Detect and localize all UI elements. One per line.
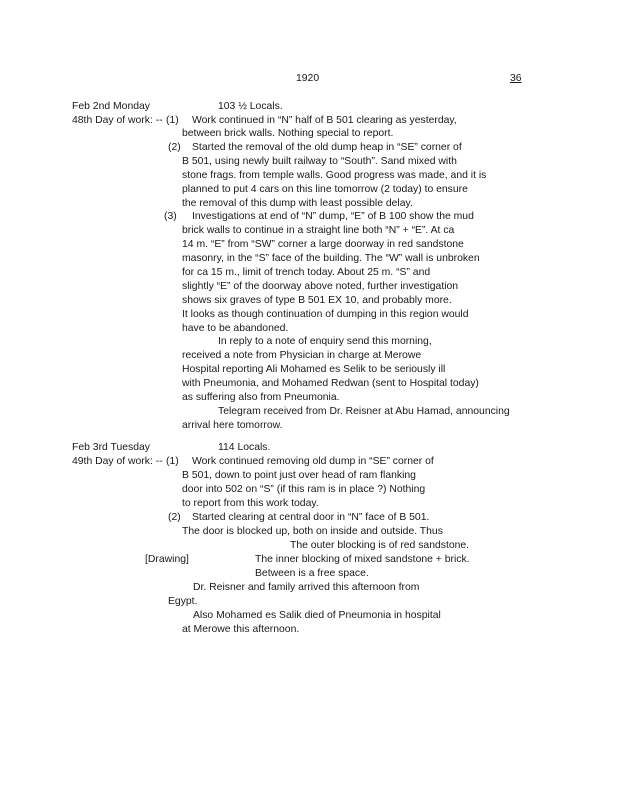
text-line: Between is a free space.: [255, 568, 369, 579]
text-line: Started the removal of the old dump heap in “SE” corner of: [192, 142, 462, 153]
text-line: The door is blocked up, both on inside and outside. Thus: [182, 526, 443, 537]
text-line: with Pneumonia, and Mohamed Redwan (sent to Hospital today): [182, 378, 479, 389]
item-number: (2): [168, 142, 181, 153]
text-line: In reply to a note of enquiry send this morning,: [218, 336, 432, 347]
text-line: The outer blocking is of red sandstone.: [290, 540, 470, 551]
text-line: brick walls to continue in a straight line both “N” + “E”. At ca: [182, 225, 455, 236]
text-line: Telegram received from Dr. Reisner at Abu Hamad, announcing: [218, 406, 510, 417]
text-line: received a note from Physician in charge at Merowe: [182, 350, 422, 361]
entry-date: Feb 2nd Monday: [72, 101, 150, 112]
text-line: slightly “E” of the doorway above noted, further investigation: [182, 281, 459, 292]
item-number: (1): [166, 456, 179, 467]
text-line: Dr. Reisner and family arrived this afternoon from: [193, 582, 420, 593]
item-number: (1): [166, 115, 179, 126]
text-line: shows six graves of type B 501 EX 10, and probably more.: [182, 295, 452, 306]
text-line: arrival here tomorrow.: [182, 420, 283, 431]
text-line: B 501, down to point just over head of ram flanking: [182, 470, 416, 481]
text-line: Investigations at end of “N” dump, “E” of B 100 show the mud: [192, 211, 474, 222]
text-line: Hospital reporting Ali Mohamed es Selik to be seriously ill: [182, 364, 446, 375]
item-number: (3): [164, 211, 177, 222]
text-line: between brick walls. Nothing special to report.: [182, 128, 394, 139]
text-line: to report from this work today.: [182, 498, 319, 509]
text-line: The inner blocking of mixed sandstone + brick.: [255, 554, 470, 565]
text-line: stone frags. from temple walls. Good progress was made, and it is: [182, 170, 487, 181]
text-line: Work continued removing old dump in “SE” corner of: [192, 456, 434, 467]
text-line: Egypt.: [168, 596, 198, 607]
workday-label: 48th Day of work: --: [72, 115, 163, 126]
text-line: It looks as though continuation of dumping in this region would: [182, 309, 469, 320]
text-line: Started clearing at central door in “N” face of B 501.: [192, 512, 430, 523]
text-line: Work continued in “N” half of B 501 clearing as yesterday,: [192, 115, 457, 126]
text-line: for ca 15 m., limit of trench today. About 25 m. “S” and: [182, 267, 431, 278]
locals-count: 114 Locals.: [218, 442, 271, 453]
drawing-placeholder: [Drawing]: [145, 554, 189, 565]
text-line: planned to put 4 cars on this line tomorrow (2 today) to ensure: [182, 184, 468, 195]
workday-label: 49th Day of work: --: [72, 456, 163, 467]
item-number: (2): [168, 512, 181, 523]
text-line: B 501, using newly built railway to “South”. Sand mixed with: [182, 156, 457, 167]
page-year: 1920: [296, 73, 320, 84]
text-line: Also Mohamed es Salik died of Pneumonia in hospital: [193, 610, 441, 621]
text-line: 14 m. “E” from “SW” corner a large doorway in red sandstone: [182, 239, 464, 250]
text-line: have to be abandoned.: [182, 323, 289, 334]
locals-count: 103 ½ Locals.: [218, 101, 283, 112]
page-number: 36: [510, 73, 522, 84]
text-line: the removal of this dump with least possible delay.: [182, 198, 413, 209]
text-line: at Merowe this afternoon.: [182, 624, 300, 635]
text-line: masonry, in the “S” face of the building. The “W” wall is unbroken: [182, 253, 480, 264]
entry-date: Feb 3rd Tuesday: [72, 442, 150, 453]
text-line: door into 502 on “S” (if this ram is in place ?) Nothing: [182, 484, 426, 495]
text-line: as suffering also from Pneumonia.: [182, 392, 340, 403]
